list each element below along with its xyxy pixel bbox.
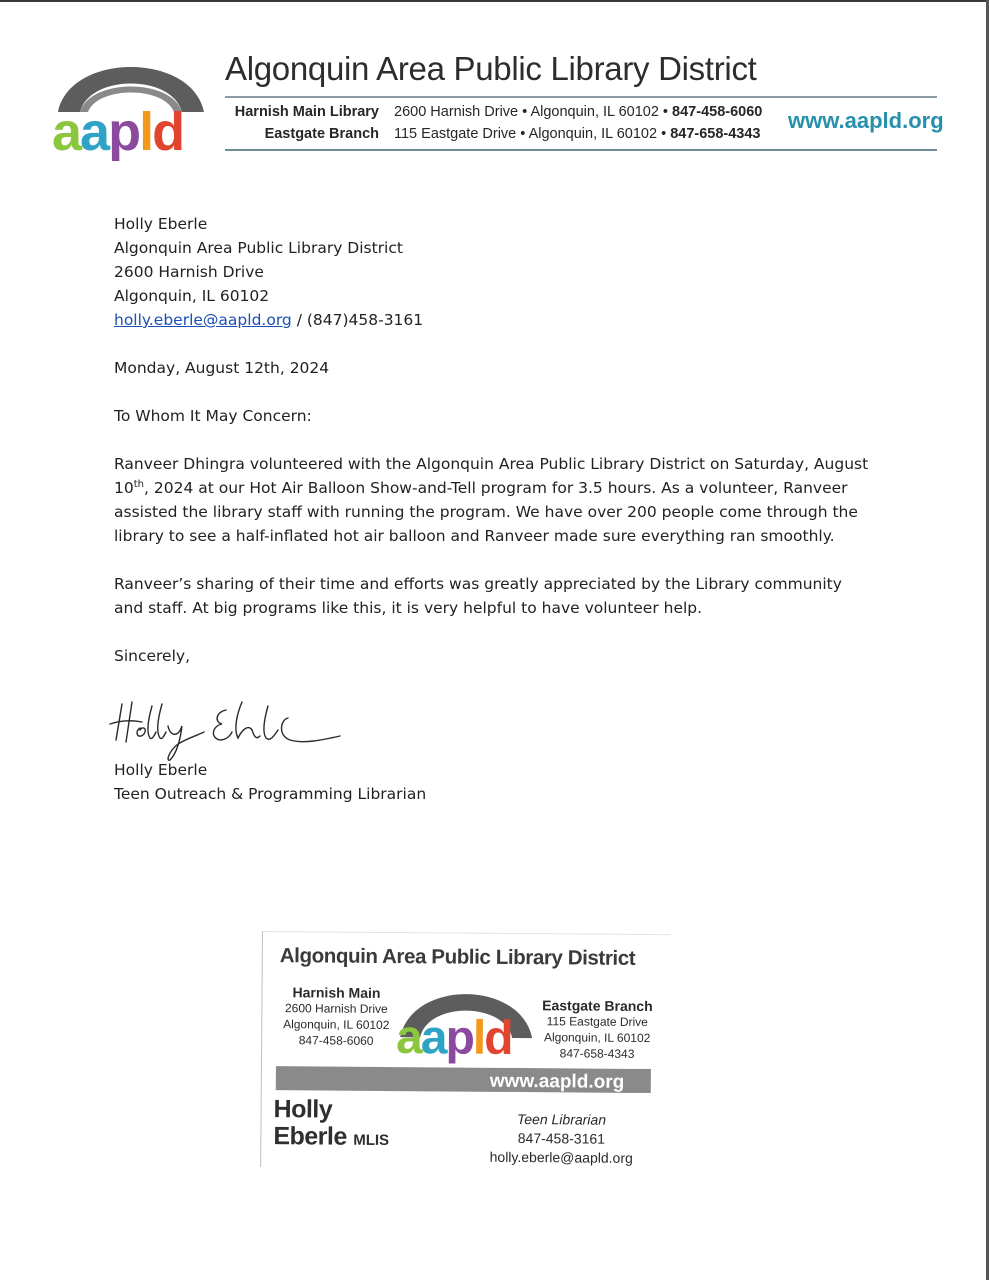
- branch-name: Eastgate Branch: [264, 126, 379, 142]
- branch-address: 115 Eastgate Drive • Algonquin, IL 60102 •: [394, 126, 671, 142]
- card-branch-city: Algonquin, IL 60102: [543, 1030, 651, 1046]
- letterhead-branch-eastgate: [225, 126, 761, 142]
- paragraph-1-text-b: , 2024 at our Hot Air Balloon Show-and-Tell program for 3.5 hours. As a volunteer, Ranveer assisted the library staff with running the program. We have over 200 people come through the library to see a half-inflated hot air balloon and Ranveer made sure everything ran smoothly.: [114, 479, 858, 545]
- sender-email-link[interactable]: holly.eberle@aapld.org: [114, 311, 292, 329]
- sender-contact: [114, 308, 874, 332]
- sender-organization: Algonquin Area Public Library District: [114, 239, 403, 257]
- card-right-branch: [532, 997, 662, 1062]
- letter-closing: Sincerely,: [114, 647, 191, 665]
- signatory-name: Holly Eberle: [114, 761, 208, 779]
- letterhead-website: www.aapld.org: [788, 108, 944, 133]
- letterhead-rule-bottom: [225, 149, 937, 151]
- card-branch-street: 2600 Harnish Drive: [284, 1001, 388, 1016]
- card-first-name: Holly: [273, 1095, 333, 1124]
- paragraph-1-text-a: Ranveer Dhingra volunteered with the Algonquin Area Public Library District on Saturday, August 10: [114, 455, 869, 497]
- letter-salutation: To Whom It May Concern:: [114, 407, 312, 425]
- business-card: [260, 931, 671, 1170]
- aapld-logo: [50, 50, 212, 170]
- handwritten-signature: [108, 696, 348, 766]
- letter-body: [114, 212, 874, 668]
- card-branch-name: Eastgate Branch: [542, 997, 653, 1015]
- card-phone: 847-458-3161: [517, 1130, 606, 1147]
- letterhead-rule-top: [225, 96, 937, 98]
- svg-text:aapld: aapld: [52, 102, 184, 162]
- card-role: Teen Librarian: [516, 1111, 607, 1128]
- branch-name: Harnish Main Library: [234, 104, 379, 120]
- card-left-branch: [276, 984, 396, 1049]
- card-person-name: [273, 1096, 389, 1154]
- card-email: holly.eberle@aapld.org: [489, 1148, 633, 1166]
- page-top-edge: [0, 0, 989, 2]
- sender-phone: / (847)458-3161: [291, 311, 424, 329]
- letter-paragraph-1: [114, 452, 874, 548]
- letterhead-branch-main: [225, 104, 762, 120]
- sender-name: Holly Eberle: [114, 215, 208, 233]
- card-contact: [481, 1110, 641, 1168]
- card-branch-phone: 847-658-4343: [559, 1046, 635, 1061]
- card-branch-city: Algonquin, IL 60102: [283, 1017, 390, 1033]
- ordinal-suffix: th: [133, 478, 144, 490]
- card-last-name: Eberle: [273, 1122, 347, 1151]
- branch-phone: 847-458-6060: [672, 104, 763, 120]
- card-title: Algonquin Area Public Library District: [279, 944, 636, 970]
- signatory-title: Teen Outreach & Programming Librarian: [114, 785, 427, 803]
- card-branch-name: Harnish Main: [292, 984, 381, 1001]
- letter-date: Monday, August 12th, 2024: [114, 359, 330, 377]
- card-website: www.aapld.org: [489, 1070, 625, 1093]
- card-branch-street: 115 Eastgate Drive: [546, 1014, 648, 1030]
- letterhead-title: Algonquin Area Public Library District: [225, 50, 757, 87]
- sender-street: 2600 Harnish Drive: [114, 263, 264, 281]
- branch-phone: 847-658-4343: [670, 126, 761, 142]
- sender-city: Algonquin, IL 60102: [114, 287, 270, 305]
- card-credential: MLIS: [353, 1131, 390, 1150]
- letter-paragraph-2: Ranveer’s sharing of their time and efforts was greatly appreciated by the Library community and staff. At big programs like this, it is very helpful to have volunteer help.: [114, 575, 842, 617]
- card-branch-phone: 847-458-6060: [298, 1033, 374, 1048]
- svg-text:aapld: aapld: [395, 1011, 512, 1065]
- branch-address: 2600 Harnish Drive • Algonquin, IL 60102 •: [394, 104, 673, 120]
